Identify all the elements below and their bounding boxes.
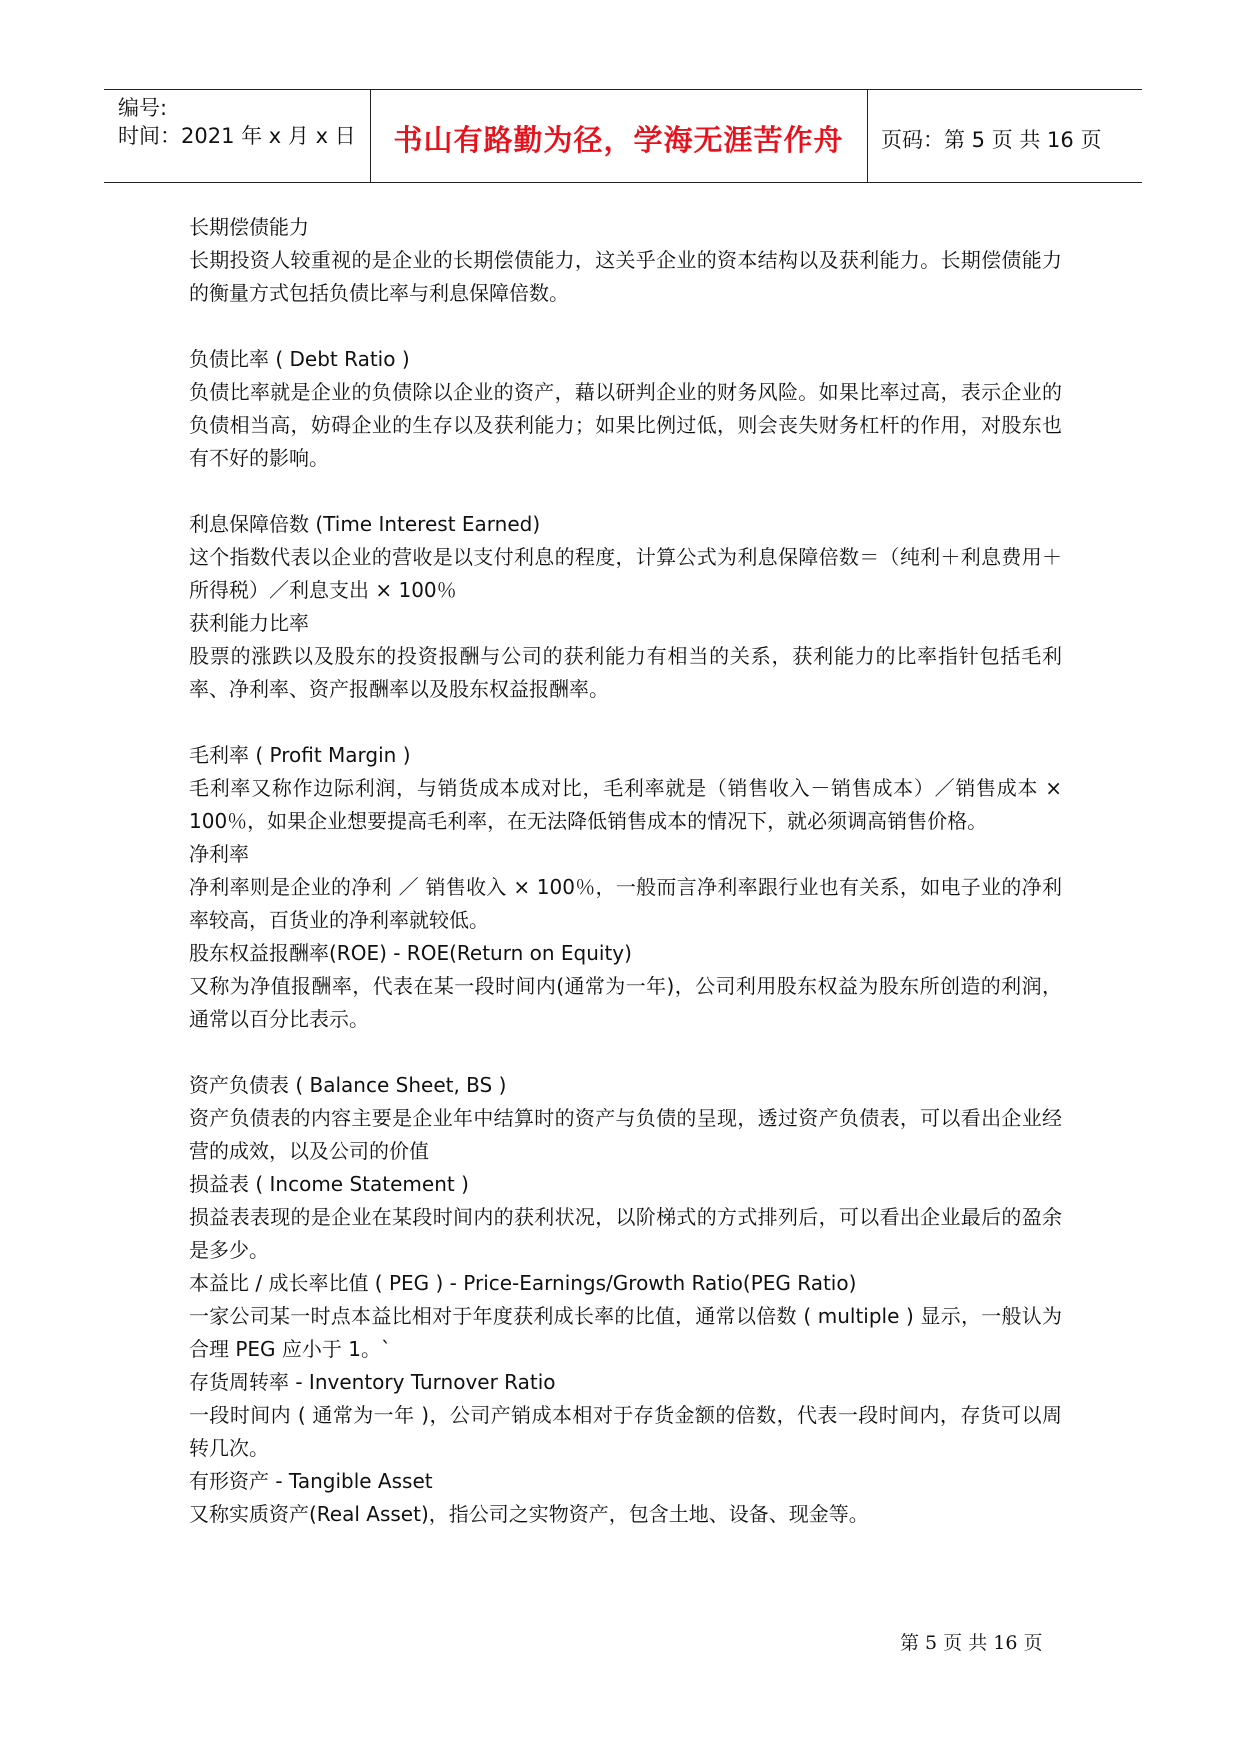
page-footer: 第 5 页 共 16 页 (900, 1632, 1043, 1654)
body-paragraph: 股东权益报酬率(ROE) - ROE(Return on Equity) (189, 941, 632, 965)
page-header (104, 89, 1142, 183)
body-paragraph: 又称实质资产(Real Asset)，指公司之实物资产，包含土地、设备、现金等。 (189, 1502, 869, 1526)
paragraph-spacer (189, 706, 1062, 739)
body-paragraph: 毛利率 ( Profit Margin ) (189, 743, 411, 767)
body-paragraph: 又称为净值报酬率，代表在某一段时间内(通常为一年)，公司利用股东权益为股东所创造的利润，通常以百分比表示。 (189, 974, 1062, 1031)
document-number: 编号: (118, 96, 168, 120)
body-paragraph: 存货周转率 - Inventory Turnover Ratio (189, 1370, 556, 1394)
body-paragraph: 长期偿债能力 (189, 215, 309, 239)
body-paragraph: 有形资产 - Tangible Asset (189, 1469, 433, 1493)
body-paragraph: 净利率则是企业的净利 ／ 销售收入 × 100％，一般而言净利率跟行业也有关系，如电子业的净利率较高，百货业的净利率就较低。 (189, 875, 1062, 932)
body-paragraph: 这个指数代表以企业的营收是以支付利息的程度，计算公式为利息保障倍数＝（纯利＋利息费用＋所得税）／利息支出 × 100％ (189, 545, 1062, 602)
body-paragraph: 负债比率 ( Debt Ratio ) (189, 347, 410, 371)
body-paragraph: 资产负债表的内容主要是企业年中结算时的资产与负债的呈现，透过资产负债表，可以看出企业经营的成效，以及公司的价值 (189, 1106, 1062, 1163)
document-body (189, 211, 1062, 1531)
body-paragraph: 本益比 / 成长率比值 ( PEG ) - Price-Earnings/Growth Ratio(PEG Ratio) (189, 1271, 857, 1295)
body-paragraph: 负债比率就是企业的负债除以企业的资产，藉以研判企业的财务风险。如果比率过高，表示企业的负债相当高，妨碍企业的生存以及获利能力；如果比例过低，则会丧失财务杠杆的作用，对股东也有不好的影响。 (189, 380, 1062, 470)
body-paragraph: 股票的涨跌以及股东的投资报酬与公司的获利能力有相当的关系，获利能力的比率指针包括毛利率、净利率、资产报酬率以及股东权益报酬率。 (189, 644, 1062, 701)
document-date: 时间：2021 年 x 月 x 日 (118, 124, 356, 148)
header-meta-cell (104, 90, 371, 182)
paragraph-spacer (189, 1036, 1062, 1069)
header-motto-cell (370, 90, 868, 182)
body-paragraph: 资产负债表 ( Balance Sheet, BS ) (189, 1073, 507, 1097)
body-paragraph: 净利率 (189, 842, 249, 866)
body-paragraph: 损益表表现的是企业在某段时间内的获利状况，以阶梯式的方式排列后，可以看出企业最后的盈余是多少。 (189, 1205, 1062, 1262)
body-paragraph: 长期投资人较重视的是企业的长期偿债能力，这关乎企业的资本结构以及获利能力。长期偿债能力的衡量方式包括负债比率与利息保障倍数。 (189, 248, 1062, 305)
body-paragraph: 一段时间内 ( 通常为一年 )，公司产销成本相对于存货金额的倍数，代表一段时间内，存货可以周转几次。 (189, 1403, 1062, 1460)
header-motto: 书山有路勤为径，学海无涯苦作舟 (393, 123, 844, 157)
header-page-cell (867, 90, 1142, 182)
body-paragraph: 获利能力比率 (189, 611, 309, 635)
header-page-code: 页码：第 5 页 共 16 页 (881, 128, 1102, 152)
body-paragraph: 损益表 ( Income Statement ) (189, 1172, 469, 1196)
body-paragraph: 一家公司某一时点本益比相对于年度获利成长率的比值，通常以倍数 ( multiple ) 显示，一般认为合理 PEG 应小于 1。` (189, 1304, 1062, 1361)
paragraph-spacer (189, 310, 1062, 343)
body-paragraph: 毛利率又称作边际利润，与销货成本成对比，毛利率就是（销售收入－销售成本）／销售成本 × 100％，如果企业想要提高毛利率，在无法降低销售成本的情况下，就必须调高销售价格。 (189, 776, 1062, 833)
paragraph-spacer (189, 475, 1062, 508)
body-paragraph: 利息保障倍数 (Time Interest Earned) (189, 512, 541, 536)
